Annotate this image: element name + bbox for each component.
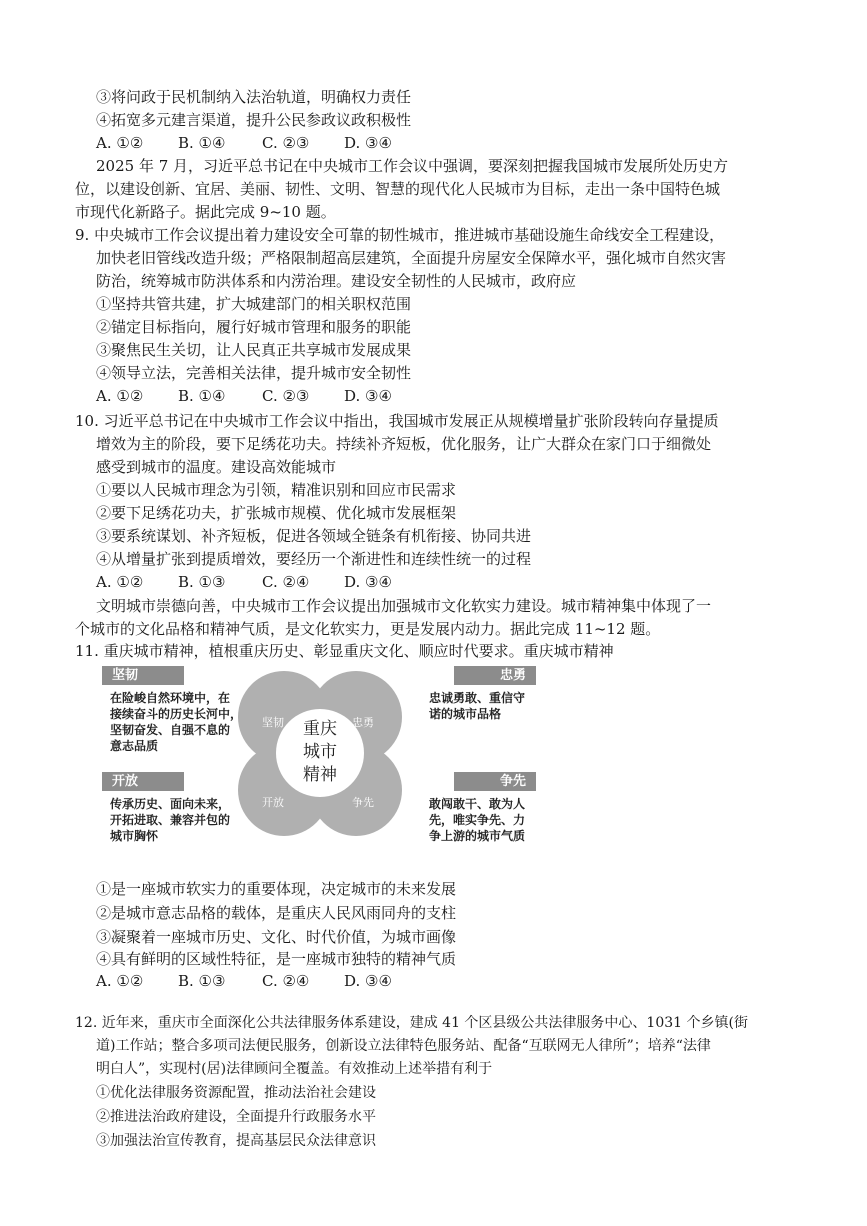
choice-d: D. ③④ bbox=[344, 134, 392, 152]
question-9-stem: 9. 中央城市工作会议提出着力建设安全可靠的韧性城市，推进城市基础设施生命线安全工程建设， bbox=[75, 226, 725, 244]
center-title-line: 精神 bbox=[303, 765, 337, 785]
petal-label: 忠勇 bbox=[352, 716, 374, 729]
intro-line: 位，以建设创新、宜居、美丽、韧性、文明、智慧的现代化人民城市为目标，走出一条中国特色城 bbox=[75, 180, 721, 198]
choice-b: B. ①④ bbox=[178, 387, 226, 405]
question-12-stem: 12. 近年来，重庆市全面深化公共法律服务体系建设，建成 41 个区县级公共法律服务中心、1031 个乡镇(街 bbox=[75, 1015, 748, 1031]
city-spirit-diagram bbox=[96, 662, 544, 862]
desc-line: 忠诚勇敢、重信守 bbox=[429, 691, 526, 705]
choice-d: D. ③④ bbox=[344, 387, 392, 405]
choice-a: A. ①② bbox=[96, 134, 144, 152]
choice-c: C. ②④ bbox=[262, 573, 310, 591]
center-title-line: 城市 bbox=[303, 742, 337, 762]
q10-option: ①要以人民城市理念为引领，精准识别和回应市民需求 bbox=[96, 481, 457, 499]
desc-line: 争上游的城市气质 bbox=[429, 829, 526, 843]
desc-zhengxian bbox=[429, 796, 525, 844]
q9-choices bbox=[96, 385, 392, 407]
q11-option: ③凝聚着一座城市历史、文化、时代价值，为城市画像 bbox=[96, 928, 457, 946]
q10-option: ④从增量扩张到提质增效，要经历一个渐进性和连续性统一的过程 bbox=[96, 550, 532, 568]
q11-option: ②是城市意志品格的载体，是重庆人民风雨同舟的支柱 bbox=[96, 904, 457, 922]
choice-b: B. ①③ bbox=[178, 573, 226, 591]
desc-line: 在险峻自然环境中，在 bbox=[110, 691, 231, 705]
q12-option: ②推进法治政府建设，全面提升行政服务水平 bbox=[96, 1109, 376, 1125]
question-12-stem: 明白人”，实现村(居)法律顾问全覆盖。有效推动上述举措有利于 bbox=[96, 1061, 493, 1077]
desc-line: 传承历史、面向未来， bbox=[110, 797, 231, 811]
choice-a: A. ①② bbox=[96, 573, 144, 591]
q9-option: ④领导立法，完善相关法律，提升城市安全韧性 bbox=[96, 364, 412, 382]
intro-line: 市现代化新路子。据此完成 9~10 题。 bbox=[75, 203, 336, 221]
desc-line: 意志品质 bbox=[110, 739, 159, 753]
tag-jianren: 坚韧 bbox=[102, 666, 184, 685]
desc-line: 先，唯实争先、力 bbox=[429, 813, 526, 827]
q12-option: ①优化法律服务资源配置，推动法治社会建设 bbox=[96, 1085, 376, 1101]
petal-label: 争先 bbox=[352, 796, 374, 809]
choice-b: B. ①③ bbox=[178, 972, 226, 990]
q10-option: ②要下足绣花功夫，扩张城市规模、优化城市发展框架 bbox=[96, 504, 457, 522]
q10-choices bbox=[96, 571, 392, 593]
intro-line: 文明城市崇德向善，中央城市工作会议提出加强城市文化软实力建设。城市精神集中体现了一 bbox=[96, 597, 712, 615]
question-9-stem: 防治，统筹城市防洪体系和内涝治理。建设安全韧性的人民城市，政府应 bbox=[96, 272, 577, 290]
question-12-stem: 道)工作站；整合多项司法便民服务，创新设立法律特色服务站、配备“互联网无人律所”；培养“法律 bbox=[96, 1038, 711, 1054]
petal-label: 坚韧 bbox=[262, 716, 284, 729]
desc-line: 坚韧奋发、自强不息的 bbox=[110, 723, 231, 737]
petal-label: 开放 bbox=[262, 796, 284, 809]
q9-option: ①坚持共管共建，扩大城建部门的相关职权范围 bbox=[96, 295, 412, 313]
desc-line: 诺的城市品格 bbox=[429, 707, 502, 721]
question-10-stem: 10. 习近平总书记在中央城市工作会议中指出，我国城市发展正从规模增量扩张阶段转向存量提质 bbox=[75, 412, 719, 430]
choice-c: C. ②④ bbox=[262, 972, 310, 990]
q11-option: ④具有鲜明的区域性特征，是一座城市独特的精神气质 bbox=[96, 950, 457, 968]
q9-option: ③聚焦民生关切，让人民真正共享城市发展成果 bbox=[96, 341, 412, 359]
choice-a: A. ①② bbox=[96, 387, 144, 405]
choice-d: D. ③④ bbox=[344, 972, 392, 990]
choice-a: A. ①② bbox=[96, 972, 144, 990]
choice-b: B. ①④ bbox=[178, 134, 226, 152]
tag-zhongyong: 忠勇 bbox=[454, 666, 536, 685]
q11-choices bbox=[96, 970, 392, 992]
desc-kaifang bbox=[110, 796, 230, 844]
question-10-stem: 感受到城市的温度。建设高效能城市 bbox=[96, 458, 337, 476]
choices-row bbox=[96, 132, 392, 154]
option-4: ④拓宽多元建言渠道，提升公民参政议政积极性 bbox=[96, 111, 412, 129]
center-title-line: 重庆 bbox=[303, 719, 337, 739]
desc-line: 敢闯敢干、敢为人 bbox=[429, 797, 526, 811]
choice-d: D. ③④ bbox=[344, 573, 392, 591]
q9-option: ②锚定目标指向，履行好城市管理和服务的职能 bbox=[96, 318, 412, 336]
q10-option: ③要系统谋划、补齐短板，促进各领域全链条有机衔接、协同共进 bbox=[96, 527, 532, 545]
choice-c: C. ②③ bbox=[262, 387, 310, 405]
intro-line: 个城市的文化品格和精神气质，是文化软实力，更是发展内动力。据此完成 11~12 题。 bbox=[75, 620, 661, 638]
question-11-stem: 11. 重庆城市精神，植根重庆历史、彰显重庆文化、顺应时代要求。重庆城市精神 bbox=[75, 642, 614, 660]
question-10-stem: 增效为主的阶段，要下足绣花功夫。持续补齐短板，优化服务，让广大群众在家门口于细微处 bbox=[96, 435, 712, 453]
intro-line: 2025 年 7 月，习近平总书记在中央城市工作会议中强调，要深刻把握我国城市发展所处历史方 bbox=[96, 157, 729, 175]
q12-option: ③加强法治宣传教育，提高基层民众法律意识 bbox=[96, 1133, 376, 1149]
question-9-stem: 加快老旧管线改造升级；严格限制超高层建筑，全面提升房屋安全保障水平，强化城市自然灾害 bbox=[96, 249, 727, 267]
desc-line: 城市胸怀 bbox=[110, 829, 159, 843]
tag-zhengxian: 争先 bbox=[454, 772, 536, 791]
choice-c: C. ②③ bbox=[262, 134, 310, 152]
desc-line: 开拓进取、兼容并包的 bbox=[110, 813, 231, 827]
desc-zhongyong bbox=[429, 690, 525, 722]
center-title bbox=[290, 718, 350, 787]
desc-jianren bbox=[110, 690, 242, 754]
q11-option: ①是一座城市软实力的重要体现，决定城市的未来发展 bbox=[96, 880, 457, 898]
desc-line: 接续奋斗的历史长河中， bbox=[110, 707, 243, 721]
tag-kaifang: 开放 bbox=[102, 772, 184, 791]
option-3: ③将问政于民机制纳入法治轨道，明确权力责任 bbox=[96, 88, 412, 106]
